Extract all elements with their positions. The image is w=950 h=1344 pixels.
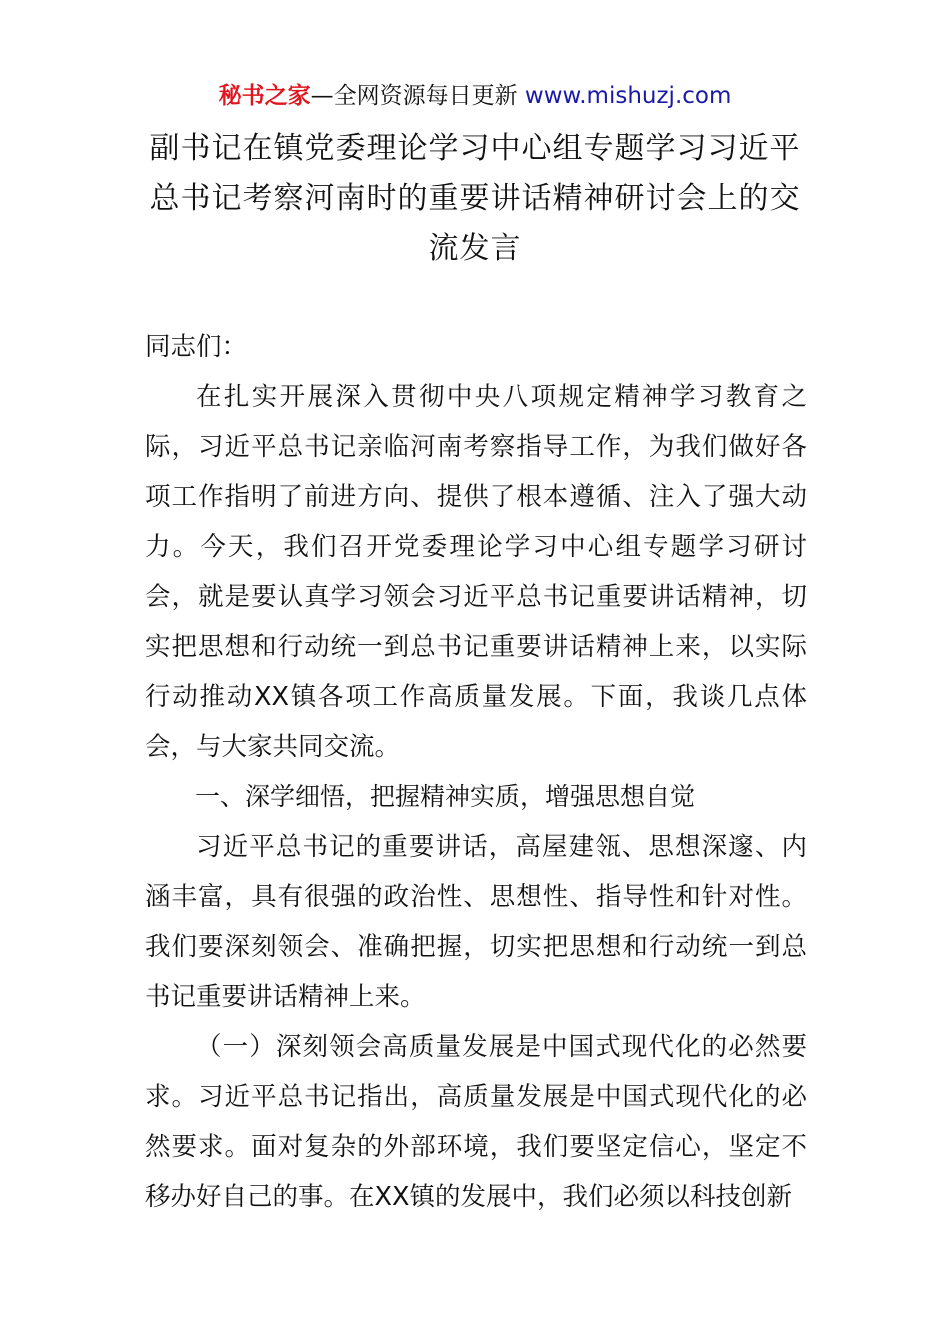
site-url-link[interactable]: www.mishuzj.com (524, 83, 732, 109)
paragraph-section-1: 习近平总书记的重要讲话，高屋建瓴、思想深邃、内涵丰富，具有很强的政治性、思想性、指导性和针对性。我们要深刻领会、准确把握，切实把思想和行动统一到总书记重要讲话精神上来。 (145, 832, 807, 1012)
paragraph-subsection-1: （一）深刻领会高质量发展是中国式现代化的必然要求。习近平总书记指出，高质量发展是中国式现代化的必然要求。面对复杂的外部环境，我们要坚定信心，坚定不移办好自己的事。在XX镇的发展中，我们必须以科技创新 (145, 1032, 807, 1212)
site-header (0, 80, 950, 112)
brand-name: 秘书之家 (218, 83, 311, 109)
salutation: 同志们： (145, 332, 248, 362)
document-body (145, 322, 807, 1222)
section-heading-1: 一、深学细悟，把握精神实质，增强思想自觉 (195, 782, 696, 811)
document-title: 副书记在镇党委理论学习中心组专题学习习近平总书记考察河南时的重要讲话精神研讨会上的交流发言 (149, 131, 801, 266)
paragraph-intro: 在扎实开展深入贯彻中央八项规定精神学习教育之际，习近平总书记亲临河南考察指导工作，为我们做好各项工作指明了前进方向、提供了根本遵循、注入了强大动力。今天，我们召开党委理论学习中心组专题学习研讨会，就是要认真学习领会习近平总书记重要讲话精神，切实把思想和行动统一到总书记重要讲话精神上来，以实际行动推动XX镇各项工作高质量发展。下面，我谈几点体会，与大家共同交流。 (145, 382, 807, 762)
header-tagline: —全网资源每日更新 (310, 83, 525, 109)
